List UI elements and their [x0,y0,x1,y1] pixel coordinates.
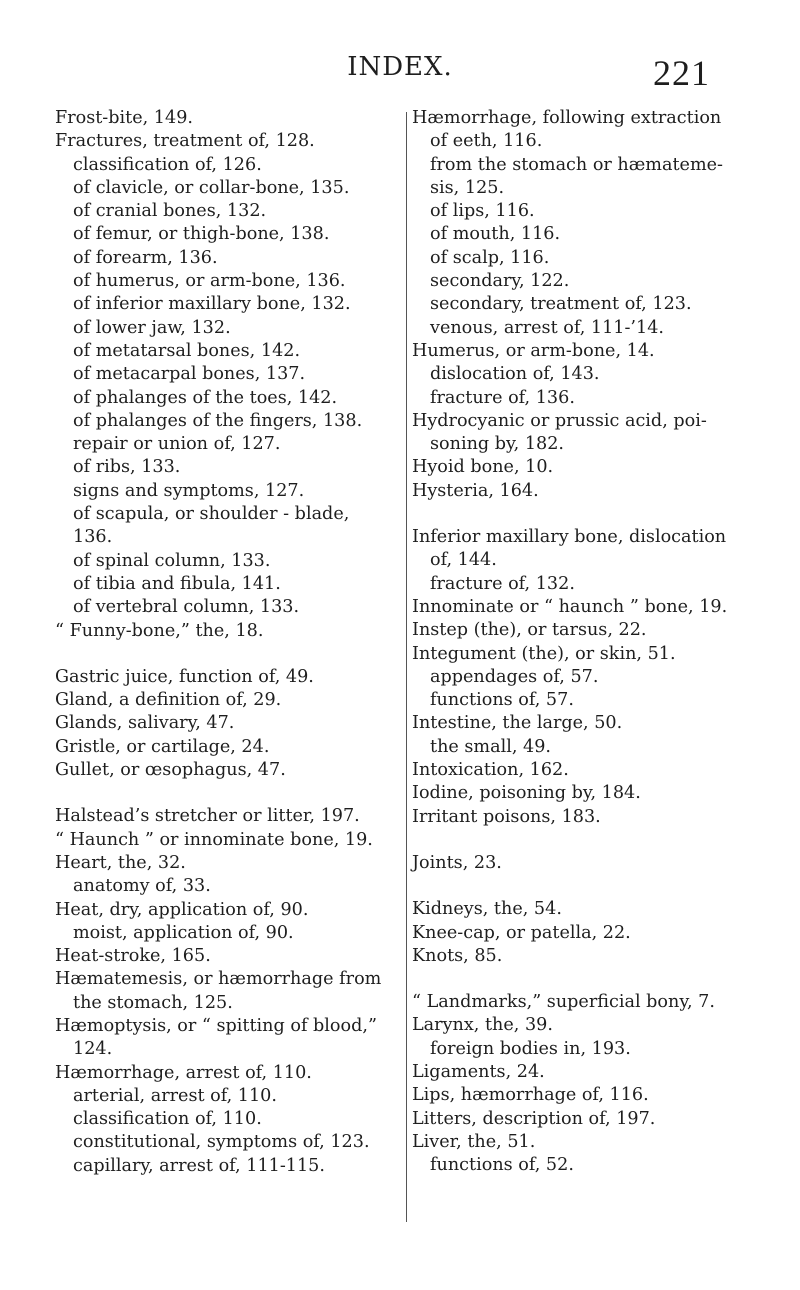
index-subentry: constitutional, symptoms of, 123. [73,1132,370,1153]
index-subentry: of lips, 116. [430,201,535,222]
index-subentry: of mouth, 116. [430,224,561,245]
index-subentry: 136. [73,527,113,548]
index-subentry: classification of, 126. [73,154,262,175]
index-entry: Heat, dry, application of, 90. [55,899,309,920]
index-entry: Integument (the), or skin, 51. [412,643,676,664]
index-entry: Litters, description of, 197. [412,1108,656,1129]
index-subentry: of vertebral column, 133. [73,597,300,618]
index-subentry: classification of, 110. [73,1109,262,1130]
index-subentry: of phalanges of the toes, 142. [73,387,338,408]
section-gap [412,968,772,991]
index-subentry: of cranial bones, 132. [73,201,267,222]
index-entry: Inferior maxillary bone, dislocation [412,527,727,548]
index-entry: “ Haunch ” or innominate bone, 19. [55,829,373,850]
index-entry: Humerus, or arm-bone, 14. [412,340,655,361]
index-subentry: dislocation of, 143. [430,364,600,385]
index-subentry: of inferior maxillary bone, 132. [73,294,351,315]
page-number: 221 [653,53,710,93]
section-gap [55,643,415,666]
index-entry: Ligaments, 24. [412,1061,545,1082]
index-entry: Glands, salivary, 47. [55,713,235,734]
index-subentry: of phalanges of the fingers, 138. [73,410,363,431]
index-subentry: foreign bodies in, 193. [430,1038,631,1059]
index-subentry: secondary, treatment of, 123. [430,294,692,315]
left-index-column [55,107,415,1178]
index-subentry: of humerus, or arm-bone, 136. [73,271,346,292]
index-entry: Joints, 23. [412,852,502,873]
index-subentry: of lower jaw, 132. [73,317,231,338]
index-entry: Kidneys, the, 54. [412,899,562,920]
index-entry: Hæmorrhage, arrest of, 110. [55,1062,312,1083]
index-subentry: of metatarsal bones, 142. [73,340,301,361]
column-divider [406,112,407,1222]
index-subentry: of scalp, 116. [430,247,550,268]
section-gap [412,875,772,898]
index-entry: Intoxication, 162. [412,760,569,781]
index-subentry: of tibia and fibula, 141. [73,573,281,594]
index-entry: “ Landmarks,” superficial bony, 7. [412,992,715,1013]
index-subentry: of femur, or thigh-bone, 138. [73,224,330,245]
index-entry: Lips, hæmorrhage of, 116. [412,1085,649,1106]
index-subentry: the small, 49. [430,736,552,757]
right-index-column [412,107,772,1177]
index-subentry: of eeth, 116. [430,131,543,152]
index-subentry: of spinal column, 133. [73,550,271,571]
index-entry: Gastric juice, function of, 49. [55,666,314,687]
index-entry: Hæmoptysis, or “ spitting of blood,” [55,1015,377,1036]
index-entry: Hydrocyanic or prussic acid, poi- [412,410,707,431]
index-subentry: from the stomach or hæmateme- [430,154,723,175]
index-subentry: venous, arrest of, 111-’14. [430,317,664,338]
index-subentry: moist, application of, 90. [73,922,294,943]
index-entry: Instep (the), or tarsus, 22. [412,620,647,641]
index-subentry: of ribs, 133. [73,457,181,478]
index-entry: Frost-bite, 149. [55,108,193,128]
index-entry: Innominate or “ haunch ” bone, 19. [412,596,728,617]
index-entry: Hæmorrhage, following extraction [412,108,722,128]
index-subentry: of clavicle, or collar-bone, 135. [73,177,350,198]
index-subentry: appendages of, 57. [430,666,599,687]
index-entry: Hysteria, 164. [412,480,539,501]
section-gap [412,829,772,852]
index-subentry: arterial, arrest of, 110. [73,1085,277,1106]
index-entry: Gland, a definition of, 29. [55,690,282,711]
index-subentry: 124. [73,1039,113,1060]
index-entry: Gristle, or cartilage, 24. [55,736,270,757]
index-entry: “ Funny-bone,” the, 18. [55,620,264,641]
index-subentry: secondary, 122. [430,271,570,292]
index-entry: Hyoid bone, 10. [412,457,554,478]
index-entry: Knee-cap, or patella, 22. [412,922,631,943]
index-entry: Heart, the, 32. [55,852,186,873]
index-subentry: signs and symptoms, 127. [73,480,305,501]
index-subentry: fracture of, 132. [430,573,575,594]
index-subentry: of, 144. [430,550,497,571]
section-gap [55,782,415,805]
index-entry: Halstead’s stretcher or litter, 197. [55,806,360,827]
index-entry: Heat-stroke, 165. [55,946,211,967]
index-subentry: functions of, 52. [430,1155,574,1176]
index-subentry: capillary, arrest of, 111-115. [73,1155,325,1176]
index-entry: Fractures, treatment of, 128. [55,131,315,152]
index-subentry: the stomach, 125. [73,992,233,1013]
page-header [0,40,800,100]
index-subentry: anatomy of, 33. [73,876,211,897]
index-entry: Knots, 85. [412,945,503,966]
index-subentry: sis, 125. [430,177,505,198]
index-entry: Gullet, or œsophagus, 47. [55,760,286,781]
index-subentry: repair or union of, 127. [73,434,281,455]
index-subentry: fracture of, 136. [430,387,575,408]
index-subentry: of scapula, or shoulder - blade, [73,504,350,525]
index-entry: Iodine, poisoning by, 184. [412,783,641,804]
index-entry: Intestine, the large, 50. [412,713,623,734]
running-title: INDEX. [347,52,453,82]
index-entry: Liver, the, 51. [412,1131,536,1152]
index-subentry: soning by, 182. [430,434,564,455]
index-subentry: of forearm, 136. [73,247,218,268]
index-subentry: functions of, 57. [430,690,574,711]
index-entry: Larynx, the, 39. [412,1015,553,1036]
section-gap [412,503,772,526]
index-entry: Irritant poisons, 183. [412,806,601,827]
index-entry: Hæmatemesis, or hæmorrhage from [55,969,382,990]
index-subentry: of metacarpal bones, 137. [73,364,306,385]
